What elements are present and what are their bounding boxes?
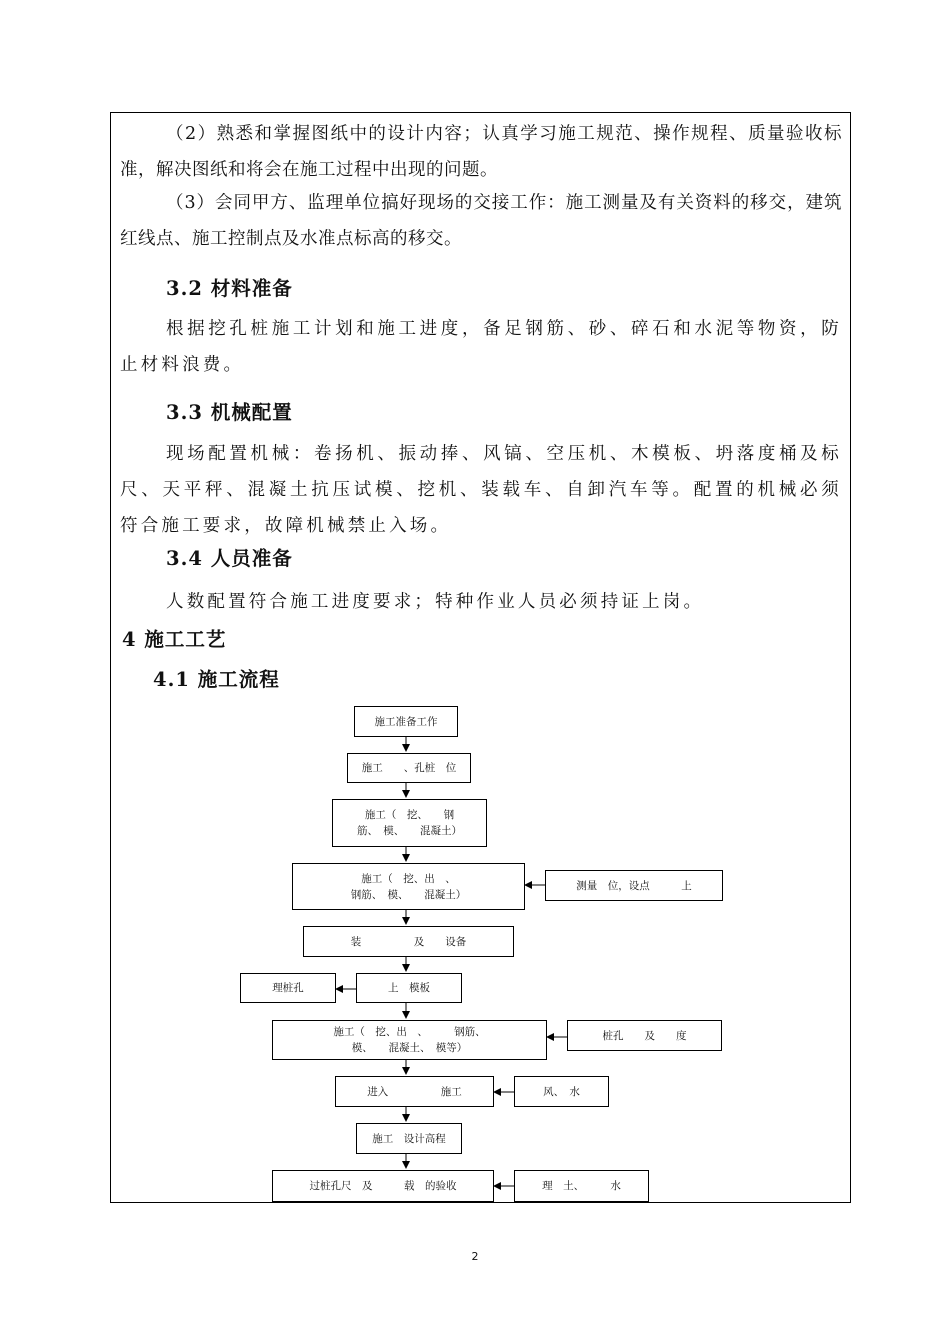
flow-step-equipment: 装 及 设备 [303, 926, 514, 957]
heading-3-4: 3.4 人员准备 [166, 547, 293, 570]
flow-step-design-elevation: 施工 设计高程 [356, 1123, 462, 1154]
flow-step-enter: 进入 施工 [335, 1076, 494, 1107]
heading-3-2: 3.2 材料准备 [166, 277, 293, 300]
flow-step-first-section: 施工（ 挖、 钢 筋、 模、 混凝土） [332, 799, 487, 847]
paragraph-item-3: （3）会同甲方、监理单位搞好现场的交接工作：施工测量及有关资料的移交，建筑红线点、施工控制点及水准点标高的移交。 [120, 193, 842, 249]
paragraph-item-2: （2）熟悉和掌握图纸中的设计内容；认真学习施工规范、操作规程、质量验收标准，解决图纸和将会在施工过程中出现的问题。 [120, 124, 842, 180]
material-paragraph: 根据挖孔桩施工计划和施工进度，备足钢筋、砂、碎石和水泥等物资，防止材料浪费。 [120, 319, 842, 375]
flow-step-prepare: 施工准备工作 [354, 706, 458, 737]
flow-side-air-water: 风、 水 [514, 1076, 609, 1107]
machine-paragraph: 现场配置机械：卷扬机、振动捧、风镐、空压机、木模板、坍落度桶及标尺、天平秤、混凝土抗压试模、挖机、装载车、自卸汽车等。配置的机械必须符合施工要求，故障机械禁止入场。 [120, 444, 842, 536]
flow-side-survey: 测量 位，设点 上 [545, 870, 723, 901]
flow-step-second-section: 施工（ 挖、出 、 钢筋、 模、 混凝土） [292, 863, 525, 910]
flow-side-clean-soil: 理 土、 水 [514, 1170, 649, 1202]
flow-step-pile-position: 施工 、孔桩 位 [347, 753, 471, 783]
flow-side-check-pile: 桩孔 及 度 [567, 1020, 722, 1051]
page-number: 2 [471, 1250, 479, 1263]
flow-step-formwork: 上 模板 [356, 973, 462, 1003]
flow-side-clean-pile: 理桩孔 [240, 973, 336, 1003]
flow-step-acceptance: 过桩孔尺 及 载 的验收 [272, 1170, 494, 1202]
heading-3-3: 3.3 机械配置 [166, 401, 293, 424]
flow-step-cycle-section: 施工（ 挖、出 、 钢筋、 模、 混凝土、 模等） [272, 1020, 547, 1060]
heading-4: 4 施工工艺 [122, 628, 227, 651]
people-paragraph: 人数配置符合施工进度要求；特种作业人员必须持证上岗。 [166, 592, 705, 612]
heading-4-1: 4.1 施工流程 [153, 668, 280, 691]
